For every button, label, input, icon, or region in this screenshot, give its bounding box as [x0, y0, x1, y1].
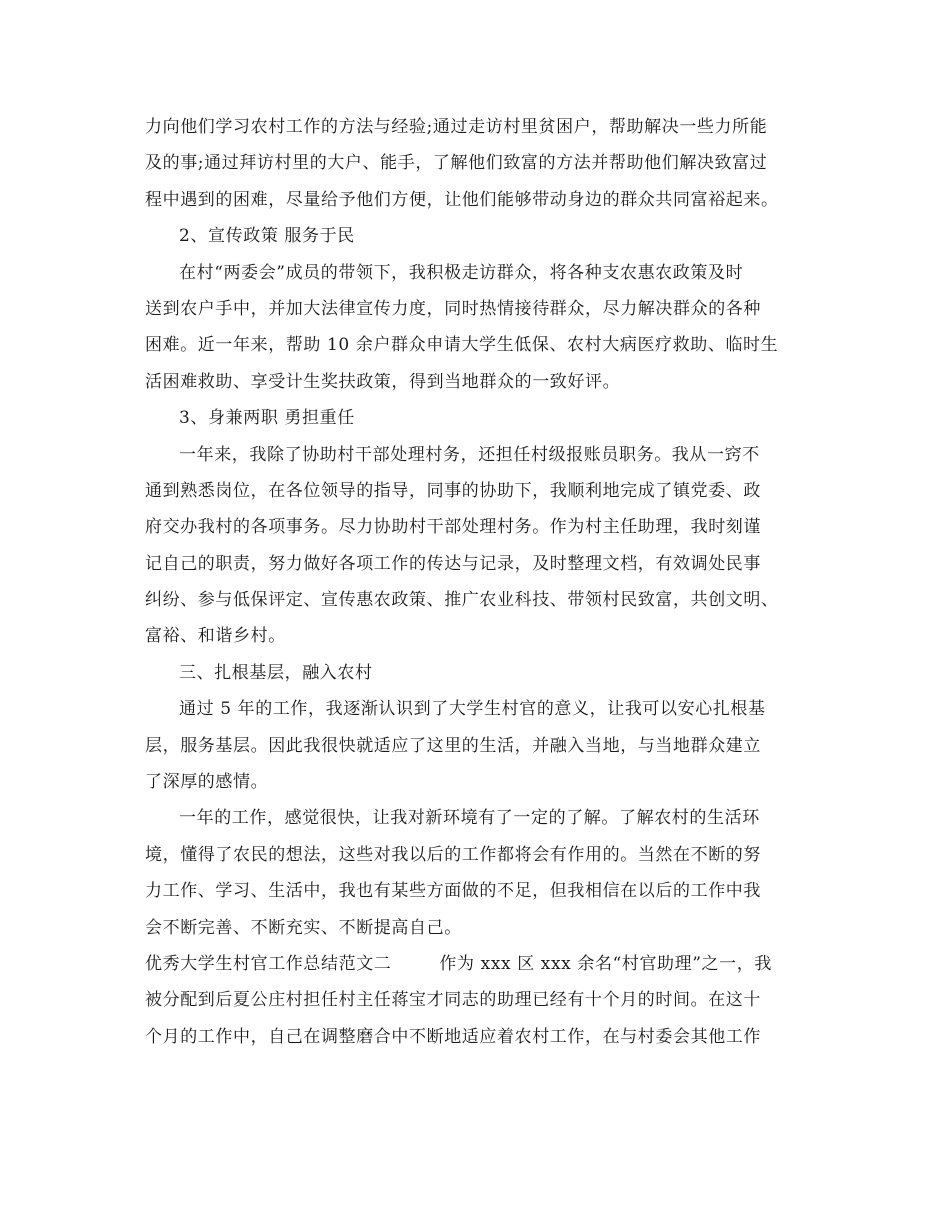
text-line: 一年来，我除了协助村干部处理村务，还担任村级报账员职务。我从一窍不	[179, 444, 760, 465]
text-line: 通过 5 年的工作，我逐渐认识到了大学生村官的意义，让我可以安心扎根基	[179, 699, 766, 720]
text-line: 层，服务基层。因此我很快就适应了这里的生活，并融入当地，与当地群众建立	[145, 735, 761, 756]
text-line: 活困难救助、享受计生奖扶政策，得到当地群众的一致好评。	[145, 371, 621, 392]
document-body	[145, 109, 805, 1055]
text-line: 力向他们学习农村工作的方法与经验;通过走访村里贫困户，帮助解决一些力所能	[145, 117, 768, 137]
text-line: 程中遇到的困难，尽量给予他们方便，让他们能够带动身边的群众共同富裕起来。	[145, 189, 779, 210]
text-line: 优秀大学生村官工作总结范文二 作为 xxx 区 xxx 余名“村官助理”之一，我	[145, 953, 772, 974]
section-heading: 三、扎根基层，融入农村	[179, 662, 373, 683]
text-line: 纠纷、参与低保评定、宣传惠农政策、推广农业科技、带领村民致富，共创文明、	[145, 590, 779, 611]
text-line: 境，懂得了农民的想法，这些对我以后的工作都将会有作用的。当然在不断的努	[145, 844, 761, 865]
text-line: 被分配到后夏公庄村担任村主任蒋宝才同志的助理已经有十个月的时间。在这十	[145, 990, 761, 1011]
text-line: 富裕、和谐乡村。	[145, 626, 286, 647]
text-line: 困难。近一年来，帮助 10 余户群众申请大学生低保、农村大病医疗救助、临时生	[145, 335, 779, 356]
text-line: 通到熟悉岗位，在各位领导的指导，同事的协助下，我顺利地完成了镇党委、政	[145, 480, 761, 501]
text-line: 记自己的职责，努力做好各项工作的传达与记录，及时整理文档，有效调处民事	[145, 553, 761, 574]
text-line: 府交办我村的各项事务。尽力协助村干部处理村务。作为村主任助理，我时刻谨	[145, 517, 761, 538]
text-line: 会不断完善、不断充实、不断提高自己。	[145, 917, 462, 938]
section-heading: 3、身兼两职 勇担重任	[179, 408, 355, 429]
text-line: 在村“两委会”成员的带领下，我积极走访群众，将各种支农惠农政策及时	[179, 262, 744, 283]
text-line: 力工作、学习、生活中，我也有某些方面做的不足，但我相信在以后的工作中我	[145, 881, 761, 902]
text-line: 一年的工作，感觉很快，让我对新环境有了一定的了解。了解农村的生活环	[179, 808, 760, 829]
text-line: 送到农户手中，并加大法律宣传力度，同时热情接待群众，尽力解决群众的各种	[145, 298, 761, 319]
text-line: 及的事;通过拜访村里的大户、能手，了解他们致富的方法并帮助他们解决致富过	[145, 153, 768, 174]
text-line: 个月的工作中，自己在调整磨合中不断地适应着农村工作，在与村委会其他工作	[145, 1026, 761, 1047]
text-line: 了深厚的感情。	[145, 772, 269, 793]
section-heading: 2、宣传政策 服务于民	[179, 226, 355, 247]
